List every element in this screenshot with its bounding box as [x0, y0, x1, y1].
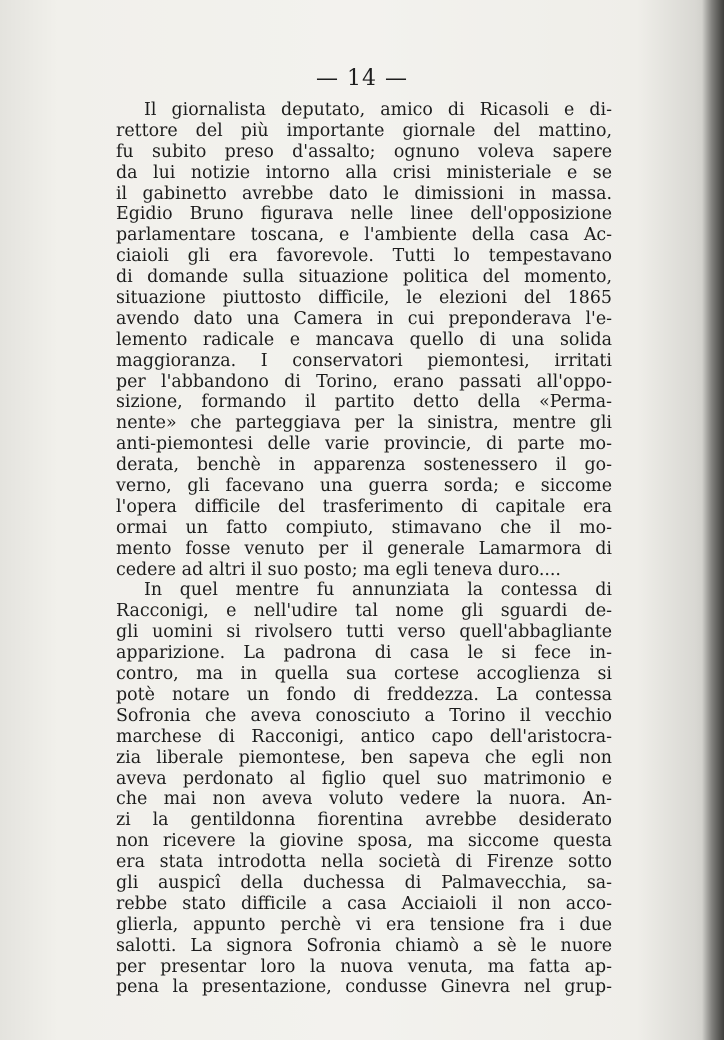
- text-line: l'opera difficile del trasferimento di capitale era: [116, 496, 612, 517]
- book-spine-shadow: [702, 0, 724, 1040]
- text-line: avendo dato una Camera in cui preponderava l'e-: [116, 308, 612, 329]
- text-line: zi la gentildonna fiorentina avrebbe desiderato: [116, 810, 612, 831]
- body-text: [116, 100, 612, 998]
- text-line: che mai non aveva voluto vedere la nuora. An-: [116, 789, 612, 810]
- text-line: Il giornalista deputato, amico di Ricasoli e di-: [144, 100, 612, 120]
- text-line: potè notare un fondo di freddezza. La contessa: [116, 684, 612, 705]
- text-line: mento fosse venuto per il generale Lamarmora di: [116, 538, 612, 559]
- text-line: il gabinetto avrebbe dato le dimissioni in massa.: [116, 183, 612, 204]
- text-line: da lui notizie intorno alla crisi ministeriale e se: [116, 162, 612, 183]
- text-line: rebbe stato difficile a casa Acciaioli il non acco-: [116, 893, 612, 914]
- text-line: derata, benchè in apparenza sostenessero il go-: [116, 455, 612, 476]
- text-line: verno, gli facevano una guerra sorda; e siccome: [116, 476, 612, 497]
- text-line: pena la presentazione, condusse Ginevra nel grup-: [116, 977, 612, 998]
- text-line: glierla, appunto perchè vi era tensione fra i due: [116, 914, 612, 935]
- page-number: — 14 —: [316, 66, 408, 91]
- text-line: aveva perdonato al figlio quel suo matrimonio e: [116, 768, 612, 789]
- text-line: gli auspicî della duchessa di Palmavecchia, sa-: [116, 872, 612, 893]
- text-line: rettore del più importante giornale del mattino,: [116, 120, 612, 141]
- text-line: anti-piemontesi delle varie provincie, di parte mo-: [116, 434, 612, 455]
- text-line: sizione, formando il partito detto della «Perma-: [116, 392, 612, 413]
- text-line: zia liberale piemontese, ben sapeva che egli non: [116, 747, 612, 768]
- text-line: salotti. La signora Sofronia chiamò a sè le nuore: [116, 935, 612, 956]
- text-line: cedere ad altri il suo posto; ma egli teneva duro....: [116, 559, 561, 580]
- text-line: per l'abbandono di Torino, erano passati all'oppo-: [116, 371, 612, 392]
- text-line: Sofronia che aveva conosciuto a Torino il vecchio: [116, 705, 612, 726]
- text-line: Egidio Bruno figurava nelle linee dell'opposizione: [116, 204, 612, 225]
- text-line: apparizione. La padrona di casa le si fece in-: [116, 643, 612, 664]
- text-line: per presentar loro la nuova venuta, ma fatta ap-: [116, 956, 612, 977]
- text-line: non ricevere la giovine sposa, ma siccome questa: [116, 831, 612, 852]
- text-line: era stata introdotta nella società di Firenze sotto: [116, 852, 612, 873]
- text-line: contro, ma in quella sua cortese accoglienza si: [116, 664, 612, 685]
- text-line: In quel mentre fu annunziata la contessa di: [144, 580, 612, 601]
- text-line: marchese di Racconigi, antico capo dell'aristocra-: [116, 726, 612, 747]
- text-line: maggioranza. I conservatori piemontesi, irritati: [116, 350, 612, 371]
- text-line: ormai un fatto compiuto, stimavano che il mo-: [116, 517, 612, 538]
- text-line: situazione piuttosto difficile, le elezioni del 1865: [116, 288, 612, 309]
- text-line: Racconigi, e nell'udire tal nome gli sguardi de-: [116, 601, 612, 622]
- text-line: di domande sulla situazione politica del momento,: [116, 267, 612, 288]
- text-line: gli uomini si rivolsero tutti verso quell'abbagliante: [116, 622, 612, 643]
- text-line: lemento radicale e mancava quello di una solida: [116, 329, 612, 350]
- text-line: fu subito preso d'assalto; ognuno voleva sapere: [116, 141, 612, 162]
- text-line: ciaioli gli era favorevole. Tutti lo tempestavano: [116, 246, 612, 267]
- text-line: nente» che parteggiava per la sinistra, mentre gli: [116, 413, 612, 434]
- text-line: parlamentare toscana, e l'ambiente della casa Ac-: [116, 225, 612, 246]
